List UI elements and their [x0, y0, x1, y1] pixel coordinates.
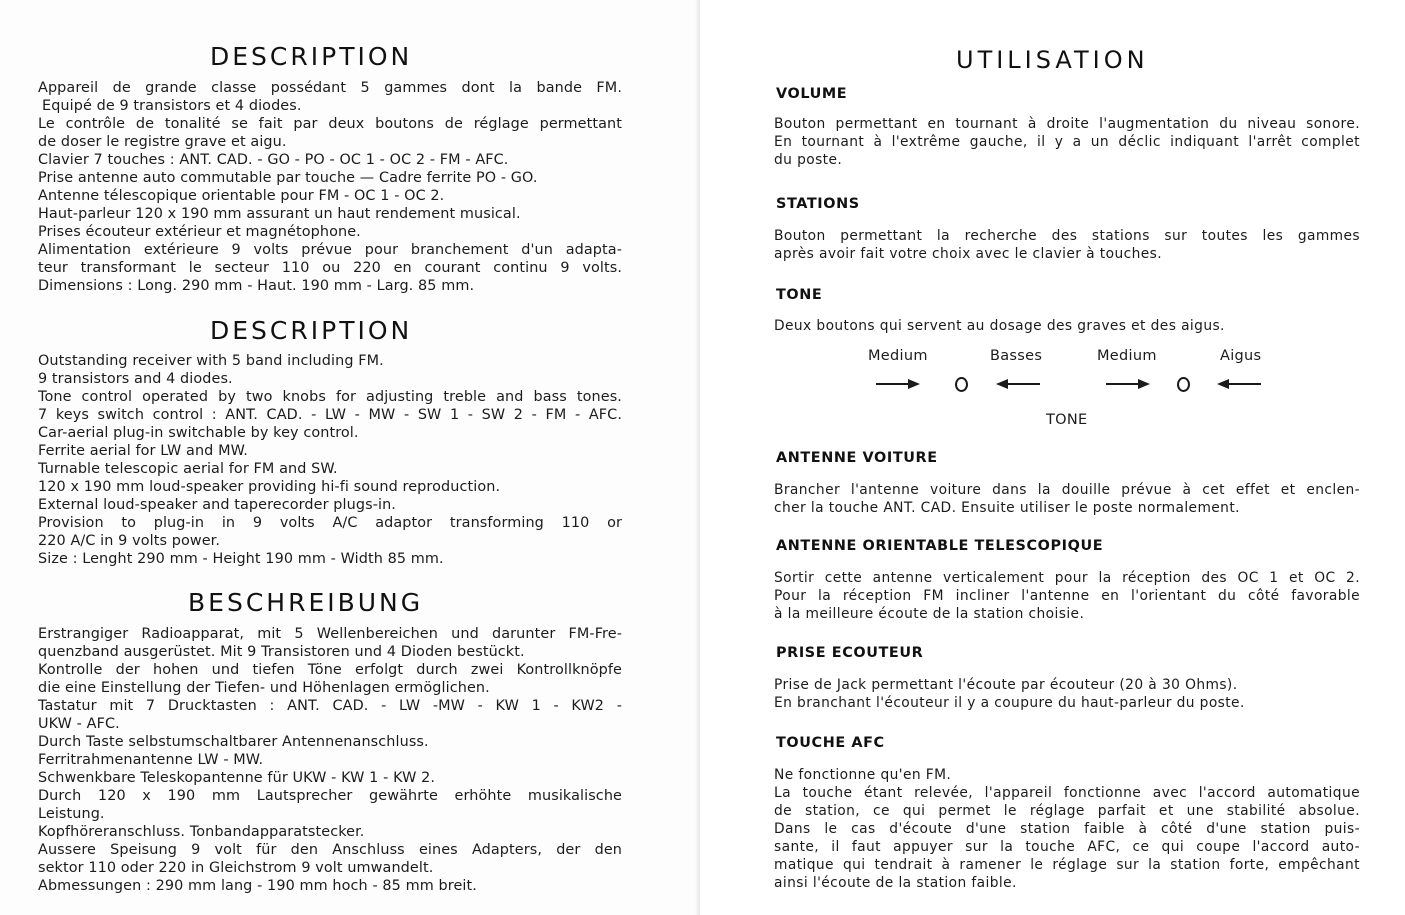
utilisation-title: UTILISATION: [956, 46, 1149, 74]
treble-knob-icon: [1177, 377, 1190, 392]
touche-afc-text: [774, 766, 1360, 892]
text-line: Bouton permettant en tournant à droite l'augmentation du niveau sonore.: [774, 116, 1360, 132]
volume-text: [774, 115, 1360, 169]
right-page: [700, 0, 1405, 915]
german-description-title: BESCHREIBUNG: [188, 588, 424, 617]
tone-text: [774, 317, 1360, 335]
text-line: Turnable telescopic aerial for FM and SW.: [38, 461, 338, 477]
text-line: Kopfhöreranschluss. Tonbandapparatstecker.: [38, 824, 365, 840]
text-line: Haut-parleur 120 x 190 mm assurant un haut rendement musical.: [38, 206, 521, 222]
text-line: Ferritrahmenantenne LW - MW.: [38, 752, 264, 768]
text-line: Alimentation extérieure 9 volts prévue pour branchement d'un adapta-: [38, 242, 622, 258]
tone-basses-label: Basses: [990, 348, 1043, 364]
text-line: 9 transistors and 4 diodes.: [38, 371, 233, 387]
text-line: Prise de Jack permettant l'écoute par écouteur (20 à 30 Ohms).: [774, 677, 1238, 693]
text-line: die eine Einstellung der Tiefen- und Höhenlagen ermöglichen.: [38, 680, 490, 696]
left-page: [0, 0, 700, 915]
prise-ecouteur-heading: PRISE ECOUTEUR: [776, 645, 924, 661]
antenne-orientable-heading: ANTENNE ORIENTABLE TELESCOPIQUE: [776, 538, 1104, 554]
english-description-text: [38, 352, 622, 568]
text-line: Car-aerial plug-in switchable by key control.: [38, 425, 359, 441]
text-line: ainsi l'écoute de la station faible.: [774, 875, 1017, 891]
text-line: cher la touche ANT. CAD. Ensuite utiliser le poste normalement.: [774, 500, 1240, 516]
tone-left-medium-label: Medium: [868, 348, 928, 364]
antenne-voiture-heading: ANTENNE VOITURE: [776, 450, 938, 466]
arrow-left-icon: [996, 378, 1040, 390]
text-line: Brancher l'antenne voiture dans la douille prévue à cet effet et enclen-: [774, 482, 1360, 498]
volume-heading: VOLUME: [776, 86, 848, 102]
text-line: Tone control operated by two knobs for adjusting treble and bass tones.: [38, 389, 622, 405]
text-line: 7 keys switch control : ANT. CAD. - LW - MW - SW 1 - SW 2 - FM - AFC.: [38, 407, 622, 423]
text-line: En tournant à l'extrême gauche, il y a un déclic indiquant l'arrêt complet: [774, 134, 1360, 150]
text-line: à la meilleure écoute de la station choisie.: [774, 606, 1085, 622]
text-line: La touche étant relevée, l'appareil fonctionne avec l'accord automatique: [774, 785, 1360, 801]
text-line: sektor 110 oder 220 in Gleichstrom 9 volt umwandelt.: [38, 860, 434, 876]
tone-heading: TONE: [776, 287, 823, 303]
text-line: Outstanding receiver with 5 band including FM.: [38, 353, 384, 369]
arrow-left-icon: [1217, 378, 1261, 390]
text-line: Ne fonctionne qu'en FM.: [774, 767, 952, 783]
text-line: Dans le cas d'écoute d'une station faible à côté d'une station puis-: [774, 821, 1360, 837]
text-line: sante, il faut appuyer sur la touche AFC, ce qui coupe l'accord auto-: [774, 839, 1360, 855]
text-line: de station, ce qui permet le réglage parfait et une stabilité absolue.: [774, 803, 1360, 819]
text-line: après avoir fait votre choix avec le clavier à touches.: [774, 246, 1162, 262]
tone-caption: TONE: [1046, 412, 1088, 428]
text-line: quenzband ausgerüstet. Mit 9 Transistoren und 4 Dioden bestückt.: [38, 644, 525, 660]
tone-aigus-label: Aigus: [1220, 348, 1262, 364]
text-line: Durch 120 x 190 mm Lautsprecher gewährte erhöhte musikalische: [38, 788, 622, 804]
antenne-voiture-text: [774, 481, 1360, 517]
text-line: Tastatur mit 7 Drucktasten : ANT. CAD. - LW -MW - KW 1 - KW2 -: [38, 698, 622, 714]
text-line: Pour la réception FM incliner l'antenne en l'orientant du côté favorable: [774, 588, 1360, 604]
text-line: 220 A/C in 9 volts power.: [38, 533, 221, 549]
text-line: de doser le registre grave et aigu.: [38, 134, 287, 150]
text-line: 120 x 190 mm loud-speaker providing hi-fi sound reproduction.: [38, 479, 501, 495]
text-line: Appareil de grande classe possédant 5 gammes dont la bande FM.: [38, 80, 622, 96]
arrow-right-icon: [876, 378, 920, 390]
touche-afc-heading: TOUCHE AFC: [776, 735, 885, 751]
text-line: Schwenkbare Teleskopantenne für UKW - KW 1 - KW 2.: [38, 770, 436, 786]
text-line: Clavier 7 touches : ANT. CAD. - GO - PO - OC 1 - OC 2 - FM - AFC.: [38, 152, 509, 168]
text-line: Kontrolle der hohen und tiefen Töne erfolgt durch zwei Kontrollknöpfe: [38, 662, 622, 678]
text-line: Aussere Speisung 9 volt für den Anschluss eines Adapters, der den: [38, 842, 622, 858]
text-line: External loud-speaker and taperecorder plugs-in.: [38, 497, 396, 513]
text-line: Ferrite aerial for LW and MW.: [38, 443, 248, 459]
text-line: Provision to plug-in in 9 volts A/C adaptor transforming 110 or: [38, 515, 622, 531]
text-line: Dimensions : Long. 290 mm - Haut. 190 mm - Larg. 85 mm.: [38, 278, 475, 294]
text-line: Deux boutons qui servent au dosage des graves et des aigus.: [774, 318, 1225, 334]
stations-heading: STATIONS: [776, 196, 860, 212]
text-line: Leistung.: [38, 806, 105, 822]
text-line: Bouton permettant la recherche des stations sur toutes les gammes: [774, 228, 1360, 244]
text-line: Prises écouteur extérieur et magnétophone.: [38, 224, 361, 240]
text-line: matique qui tendrait à ramener le réglage sur la station forte, empêchant: [774, 857, 1360, 873]
text-line: Abmessungen : 290 mm lang - 190 mm hoch - 85 mm breit.: [38, 878, 477, 894]
text-line: Size : Lenght 290 mm - Height 190 mm - Width 85 mm.: [38, 551, 444, 567]
text-line: du poste.: [774, 152, 843, 168]
arrow-right-icon: [1106, 378, 1150, 390]
antenne-orientable-text: [774, 569, 1360, 623]
tone-right-medium-label: Medium: [1097, 348, 1157, 364]
stations-text: [774, 227, 1360, 263]
prise-ecouteur-text: [774, 676, 1360, 712]
text-line: UKW - AFC.: [38, 716, 120, 732]
text-line: Prise antenne auto commutable par touche — Cadre ferrite PO - GO.: [38, 170, 538, 186]
text-line: En branchant l'écouteur il y a coupure du haut-parleur du poste.: [774, 695, 1245, 711]
text-line: Durch Taste selbstumschaltbarer Antennenanschluss.: [38, 734, 429, 750]
french-description-text: [38, 79, 622, 295]
french-description-title: DESCRIPTION: [210, 42, 413, 71]
text-line: Erstrangiger Radioapparat, mit 5 Wellenbereichen und darunter FM-Fre-: [38, 626, 622, 642]
text-line: teur transformant le secteur 110 ou 220 en courant continu 9 volts.: [38, 260, 622, 276]
text-line: Le contrôle de tonalité se fait par deux boutons de réglage permettant: [38, 116, 622, 132]
english-description-title: DESCRIPTION: [210, 316, 413, 345]
bass-knob-icon: [955, 377, 968, 392]
text-line: Sortir cette antenne verticalement pour la réception des OC 1 et OC 2.: [774, 570, 1360, 586]
text-line: Antenne télescopique orientable pour FM - OC 1 - OC 2.: [38, 188, 445, 204]
text-line: Equipé de 9 transistors et 4 diodes.: [42, 98, 302, 114]
german-description-text: [38, 625, 622, 895]
